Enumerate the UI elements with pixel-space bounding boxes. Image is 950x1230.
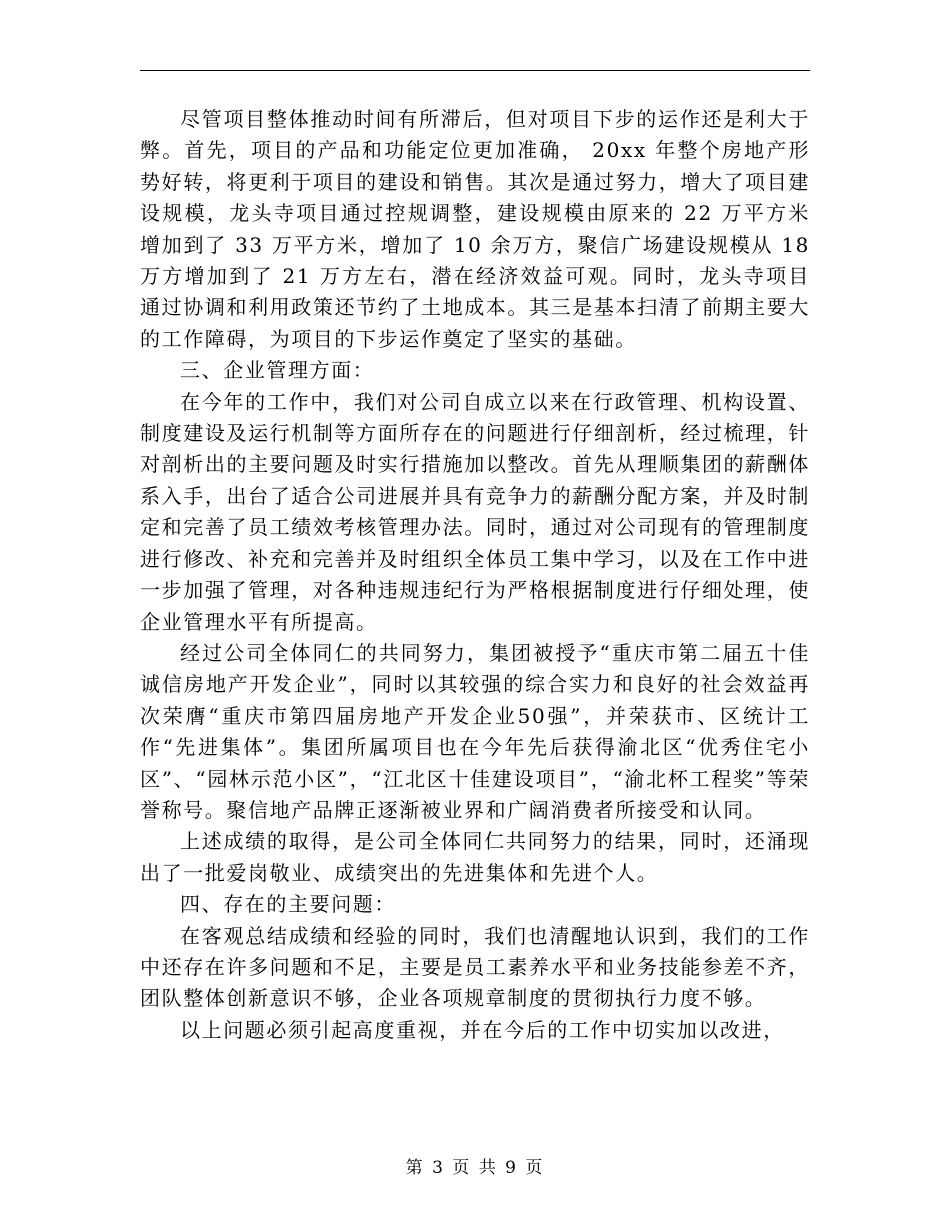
header-rule [140,70,810,71]
section-heading-main-problems: 四、存在的主要问题： [180,892,396,917]
paragraph-achievements: 上述成绩的取得，是公司全体同仁共同努力的结果，同时，还涌现出了一批爱岗敬业、成绩突出的先进集体和先进个人。 [140,829,810,885]
paragraph-honors: 经过公司全体同仁的共同努力，集团被授予“重庆市第二届五十佳诚信房地产开发企业”，同时以其较强的综合实力和良好的社会效益再次荣膺“重庆市第四届房地产开发企业50强”，并荣获市、区统计工作“先进集体”。集团所属项目也在今年先后获得渝北区“优秀住宅小区”、“园林示范小区”，“江北区十佳建设项目”，“渝北杯工程奖”等荣誉称号。聚信地产品牌正逐渐被业界和广阔消费者所接受和认同。 [140,640,810,822]
paragraph-project-progress: 尽管项目整体推动时间有所滞后，但对项目下步的运作还是利大于弊。首先，项目的产品和功能定位更加准确， 20xx 年整个房地产形势好转，将更利于项目的建设和销售。其次是通过努力，增大了项目建设规模，龙头寺项目通过控规调整，建设规模由原来的 22 万平方米增加到了 33 万平方米，增加了 10 余万方，聚信广场建设规模从 18 万方增加到了 21 万方左右，潜在经济效益可观。同时，龙头寺项目通过协调和利用政策还节约了土地成本。其三是基本扫清了前期主要大的工作障碍，为项目的下步运作奠定了坚实的基础。 [140,107,810,351]
body-text [140,104,810,1046]
section-heading-enterprise-management: 三、企业管理方面： [180,358,375,383]
paragraph-problems: 在客观总结成绩和经验的同时，我们也清醒地认识到，我们的工作中还存在许多问题和不足，主要是员工素养水平和业务技能参差不齐，团队整体创新意识不够，企业各项规章制度的贯彻执行力度不够。 [140,923,810,1011]
page-number-footer: 第 3 页 共 9 页 [405,1158,545,1178]
paragraph-management-reform: 在今年的工作中，我们对公司自成立以来在行政管理、机构设置、制度建设及运行机制等方面所存在的问题进行仔细剖析，经过梳理，针对剖析出的主要问题及时实行措施加以整改。首先从理顺集团的薪酬体系入手，出台了适合公司进展并具有竞争力的薪酬分配方案，并及时制定和完善了员工绩效考核管理办法。同时，通过对公司现有的管理制度进行修改、补充和完善并及时组织全体员工集中学习，以及在工作中进一步加强了管理，对各种违规违纪行为严格根据制度进行仔细处理，使企业管理水平有所提高。 [140,389,810,634]
paragraph-improvement: 以上问题必须引起高度重视，并在今后的工作中切实加以改进， [180,1017,785,1042]
